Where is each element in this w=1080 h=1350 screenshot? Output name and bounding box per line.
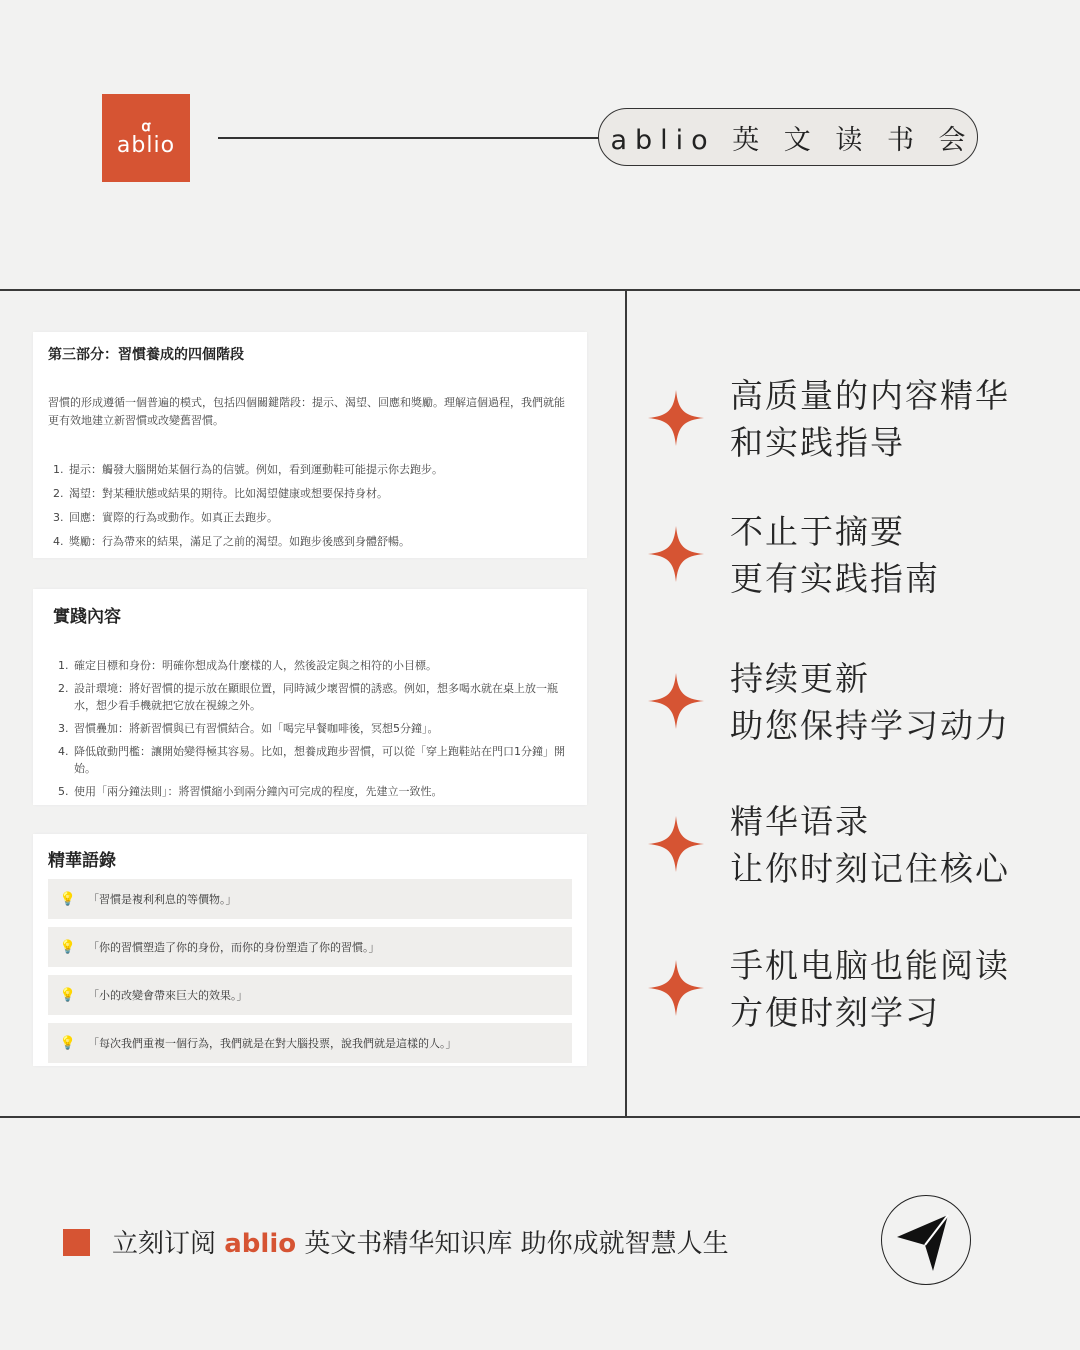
feature-line: 手机电脑也能阅读 (730, 946, 1010, 985)
item-text: 確定目標和身份：明確你想成為什麼樣的人，然後設定與之相符的小目標。 (74, 659, 437, 672)
feature-line: 持续更新 (730, 659, 870, 698)
center-divider (625, 290, 627, 1118)
send-button[interactable] (881, 1195, 971, 1285)
practice-card (33, 589, 587, 805)
feature-text (730, 655, 1010, 749)
section3-title: 第三部分：習慣養成的四個階段 (48, 347, 244, 363)
item-text: 渴望：對某種狀態或結果的期待。比如渴望健康或想要保持身材。 (69, 487, 388, 500)
lightbulb-icon: 💡 (59, 939, 77, 955)
section3-list (48, 458, 572, 554)
feature-line: 精华语录 (730, 802, 870, 841)
cta-prefix: 立刻订阅 (112, 1229, 225, 1259)
item-number: 5. (58, 785, 69, 798)
feature-line: 更有实践指南 (730, 559, 940, 598)
sparkle-icon (648, 526, 704, 582)
practice-list (53, 657, 567, 800)
list-item (58, 743, 567, 777)
top-divider (0, 289, 1080, 291)
quote-text: 「你的習慣塑造了你的身份，而你的身份塑造了你的習慣。」 (88, 941, 380, 954)
item-number: 3. (58, 722, 69, 735)
item-text: 獎勵：行為帶來的結果，滿足了之前的渴望。如跑步後感到身體舒暢。 (69, 535, 410, 548)
lightbulb-icon: 💡 (59, 987, 77, 1003)
ablio-logo[interactable] (102, 94, 190, 182)
quotes-title: 精華語錄 (48, 851, 116, 871)
list-item (58, 657, 567, 674)
list-item (58, 783, 567, 800)
feature-item (648, 655, 1048, 755)
list-item (58, 680, 567, 714)
subscribe-cta[interactable] (112, 1223, 729, 1260)
feature-line: 不止于摘要 (730, 512, 905, 551)
list-item (53, 482, 572, 506)
lightbulb-icon: 💡 (59, 891, 77, 907)
feature-line: 和实践指导 (730, 423, 905, 462)
feature-line: 高质量的内容精华 (730, 376, 1010, 415)
list-item (58, 720, 567, 737)
sparkle-icon (648, 673, 704, 729)
feature-line: 助您保持学习动力 (730, 706, 1010, 745)
item-number: 4. (58, 745, 69, 758)
list-item (53, 458, 572, 482)
feature-text (730, 798, 1010, 892)
item-number: 2. (58, 682, 69, 695)
item-text: 習慣疊加：將新習慣與已有習慣結合。如「喝完早餐咖啡後，冥想5分鐘」。 (74, 722, 439, 735)
book-club-pill: ablio 英 文 读 书 会 (598, 108, 978, 166)
item-text: 使用「兩分鐘法則」：將習慣縮小到兩分鐘內可完成的程度，先建立一致性。 (74, 785, 443, 798)
send-icon (881, 1195, 971, 1285)
quote-callout (48, 879, 572, 919)
sparkle-icon (648, 960, 704, 1016)
quote-text: 「小的改變會帶來巨大的效果。」 (88, 989, 248, 1002)
cta-brand: ablio (224, 1229, 297, 1259)
item-text: 提示：觸發大腦開始某個行為的信號。例如，看到運動鞋可能提示你去跑步。 (69, 463, 443, 476)
quotes-card (33, 834, 587, 1066)
quote-callout (48, 1023, 572, 1063)
quote-text: 「每次我們重複一個行為，我們就是在對大腦投票，說我們就是這樣的人。」 (88, 1037, 457, 1050)
list-item (53, 506, 572, 530)
footer-bullet (63, 1229, 90, 1256)
item-number: 2. (53, 487, 64, 500)
item-number: 3. (53, 511, 64, 524)
cta-suffix: 英文书精华知识库 助你成就智慧人生 (296, 1229, 729, 1259)
header-divider-line (218, 137, 602, 139)
bottom-divider (0, 1116, 1080, 1118)
item-text: 回應：實際的行為或動作。如真正去跑步。 (69, 511, 278, 524)
quote-text: 「習慣是複利利息的等價物。」 (88, 893, 237, 906)
feature-line: 方便时刻学习 (730, 993, 940, 1032)
lightbulb-icon: 💡 (59, 1035, 77, 1051)
quote-callout (48, 927, 572, 967)
item-number: 1. (53, 463, 64, 476)
quote-callout (48, 975, 572, 1015)
practice-title: 實踐內容 (53, 607, 121, 627)
feature-text (730, 942, 1010, 1036)
feature-item (648, 942, 1048, 1042)
sparkle-icon (648, 816, 704, 872)
item-number: 4. (53, 535, 64, 548)
feature-item (648, 798, 1048, 898)
item-text: 設計環境：將好習慣的提示放在顯眼位置，同時減少壞習慣的誘惑。例如，想多喝水就在桌上放一瓶水，想少看手機就把它放在視線之外。 (74, 682, 558, 712)
list-item (53, 530, 572, 554)
sparkle-icon (648, 390, 704, 446)
section3-card (33, 332, 587, 558)
section3-intro: 習慣的形成遵循一個普遍的模式，包括四個關鍵階段：提示、渴望、回應和獎勵。理解這個過程，我們就能更有效地建立新習慣或改變舊習慣。 (48, 396, 565, 427)
logo-text: ablio (116, 133, 176, 158)
item-number: 1. (58, 659, 69, 672)
feature-item (648, 508, 1048, 608)
feature-text (730, 372, 1010, 466)
feature-line: 让你时刻记住核心 (730, 849, 1010, 888)
logo-mark: ꭤ (141, 117, 151, 135)
item-text: 降低啟動門檻：讓開始變得極其容易。比如，想養成跑步習慣，可以從「穿上跑鞋站在門口1分鐘」開始。 (74, 745, 565, 775)
feature-text (730, 508, 940, 602)
feature-item (648, 372, 1048, 472)
